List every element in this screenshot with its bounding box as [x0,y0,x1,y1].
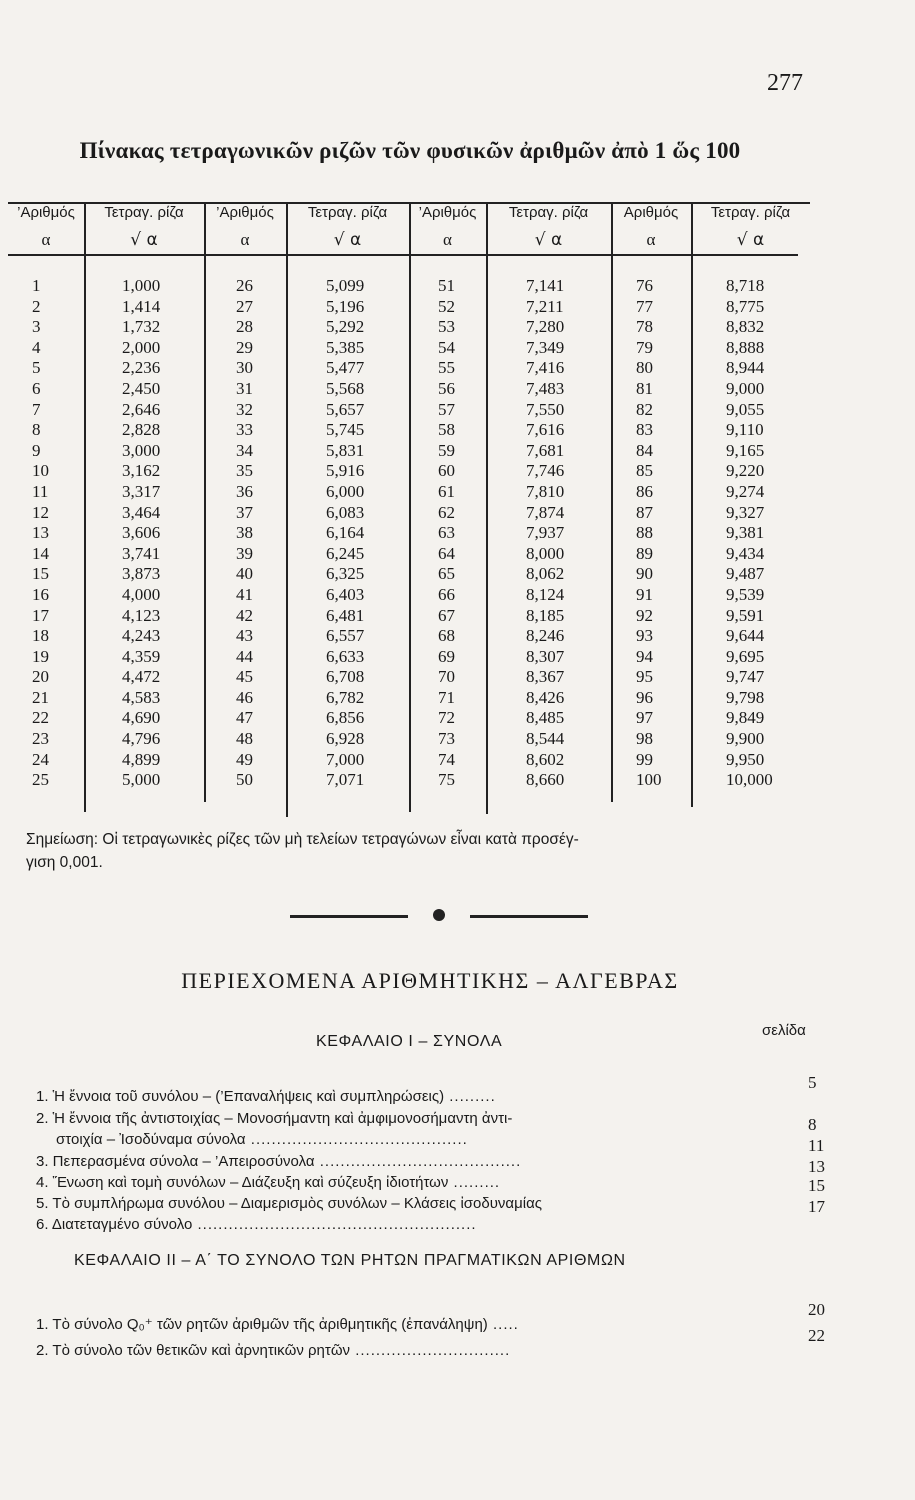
column-separator [286,202,288,817]
table-cell: 8,602 [526,749,565,769]
table-cell: 33 [236,420,253,440]
header-a: α [443,230,452,249]
numbers-column-1 [32,276,49,791]
table-cell: 10 [32,461,49,481]
header-root-label: Τετραγ. ρίζα [104,204,184,221]
table-cell: 94 [636,646,653,666]
table-cell: 95 [636,667,653,687]
table-cell: 58 [438,420,455,440]
table-cell: 4,243 [122,626,161,646]
table-cell: 2,000 [122,337,161,357]
table-cell: 41 [236,584,253,604]
table-cell: 7,483 [526,378,565,398]
chapter-1-title: ΚΕΦΑΛΑΙΟ Ι – ΣΥΝΟΛΑ [316,1033,503,1050]
toc-page-number: 8 [808,1115,817,1134]
table-cell: 99 [636,749,653,769]
table-cell: 66 [438,584,455,604]
table-cell: 89 [636,543,653,563]
table-cell: 5,916 [326,461,365,481]
table-cell: 2,236 [122,358,161,378]
table-cell: 22 [32,708,49,728]
table-cell: 4,690 [122,708,161,728]
table-cell: 8,944 [726,358,765,378]
table-cell: 6,928 [326,729,365,749]
numbers-column-4 [636,276,662,791]
table-cell: 4,796 [122,729,161,749]
table-cell: 27 [236,296,253,316]
table-cell: 3,000 [122,440,161,460]
table-cell: 9,644 [726,626,765,646]
table-cell: 2 [32,296,41,316]
table-cell: 42 [236,605,253,625]
column-separator [691,202,693,807]
table-cell: 43 [236,626,253,646]
table-cell: 26 [236,276,253,295]
table-cell: 6,325 [326,564,365,584]
table-cell: 5,196 [326,296,365,316]
roots-column-4 [726,276,773,791]
table-cell: 8,718 [726,276,765,295]
table-cell: 2,828 [122,420,161,440]
toc-page-number: 15 [808,1176,825,1195]
table-cell: 5,099 [326,276,365,295]
table-cell: 8,775 [726,296,765,316]
table-cell: 8,307 [526,646,565,666]
table-cell: 38 [236,523,253,543]
table-cell: 4,583 [122,687,161,707]
table-cell: 91 [636,584,653,604]
toc-entry: 3. Πεπερασμένα σύνολα – ’Απειροσύνολα ....................................... [36,1153,522,1170]
table-cell: 7,616 [526,420,565,440]
table-cell: 6,245 [326,543,365,563]
table-cell: 67 [438,605,455,625]
table-cell: 40 [236,564,253,584]
table-cell: 6,557 [326,626,365,646]
header-a: α [41,230,51,249]
table-cell: 9,110 [726,420,764,440]
table-cell: 59 [438,440,455,460]
table-cell: 4,000 [122,584,161,604]
table-cell: 9,950 [726,749,765,769]
table-cell: 6,481 [326,605,365,625]
header-sqrt-a: √ α [333,230,362,250]
table-cell: 4,359 [122,646,161,666]
table-cell: 100 [636,770,662,790]
table-cell: 50 [236,770,253,790]
table-cell: 8,832 [726,317,765,337]
table-cell: 1,000 [122,276,161,295]
table-cell: 3,464 [122,502,161,522]
table-cell: 7,000 [326,749,365,769]
table-cell: 8,544 [526,729,565,749]
table-cell: 8,246 [526,626,565,646]
table-cell: 11 [32,481,49,501]
table-cell: 47 [236,708,253,728]
table-cell: 84 [636,440,653,460]
table-cell: 9,487 [726,564,765,584]
table-cell: 39 [236,543,253,563]
table-cell: 9,434 [726,543,765,563]
table-cell: 68 [438,626,455,646]
table-note [26,828,826,874]
table-cell: 8,062 [526,564,565,584]
column-separator [409,202,411,812]
table-cell: 72 [438,708,455,728]
table-cell: 93 [636,626,653,646]
table-title: Πίνακας τετραγωνικῶν ριζῶν τῶν φυσικῶν ἀριθμῶν ἀπὸ 1 ὥς 100 [79,138,741,163]
table-cell: 1,732 [122,317,161,337]
numbers-column-2 [236,276,253,791]
table-cell: 9,327 [726,502,765,522]
table-cell: 7,280 [526,317,565,337]
table-cell: 69 [438,646,455,666]
table-cell: 5,000 [122,770,161,790]
toc-page-number: 5 [808,1073,817,1092]
table-cell: 8,660 [526,770,565,790]
table-cell: 77 [636,296,653,316]
table-cell: 9,539 [726,584,765,604]
table-cell: 8,426 [526,687,565,707]
table-cell: 71 [438,687,455,707]
page-number: 277 [767,70,803,96]
table-cell: 6,000 [326,481,365,501]
header-a: α [240,230,250,249]
table-cell: 70 [438,667,455,687]
table-cell: 74 [438,749,455,769]
toc-entry: 2. Ἡ ἔννοια τῆς ἀντιστοιχίας – Μονοσήμαντη καὶ ἀμφιμονοσήμαντη ἀντι- [36,1110,513,1127]
table-cell: 4,123 [122,605,161,625]
note-line-1: Σημείωση: Οἱ τετραγωνικὲς ρίζες τῶν μὴ τελείων τετραγώνων εἶναι κατὰ προσέγ- [26,831,579,848]
divider-bar-right [470,915,588,918]
table-cell: 6,633 [326,646,365,666]
header-sqrt-a: √ α [736,230,765,250]
table-cell: 55 [438,358,455,378]
table-cell: 28 [236,317,253,337]
header-sqrt-a: √ α [534,230,563,250]
table-cell: 34 [236,440,253,460]
table-cell: 6 [32,378,41,398]
toc-entry: 6. Διατεταγμένο σύνολο ...................................................... [36,1216,477,1233]
header-root-label: Τετραγ. ρίζα [307,204,388,221]
table-cell: 9,381 [726,523,765,543]
table-cell: 81 [636,378,653,398]
chapter-2-title: ΚΕΦΑΛΑΙΟ ΙΙ – Α΄ ΤΟ ΣΥΝΟΛΟ ΤΩΝ ΡΗΤΩΝ ΠΡΑΓΜΑΤΙΚΩΝ ΑΡΙΘΜΩΝ [74,1252,626,1269]
table-cell: 2,450 [122,378,161,398]
table-cell: 75 [438,770,455,790]
square-root-table [8,190,810,820]
table-cell: 23 [32,729,49,749]
table-cell: 7 [32,399,41,419]
toc-entry: 4. Ἕνωση καὶ τομὴ συνόλων – Διάζευξη καὶ σύζευξη ἰδιοτήτων ......... [36,1174,501,1191]
table-cell: 57 [438,399,455,419]
table-cell: 3,606 [122,523,161,543]
table-cell: 64 [438,543,455,563]
table-cell: 6,164 [326,523,365,543]
table-cell: 7,681 [526,440,565,460]
table-cell: 32 [236,399,253,419]
table-cell: 3,741 [122,543,161,563]
table-cell: 46 [236,687,253,707]
table-cell: 76 [636,276,653,295]
table-cell: 35 [236,461,253,481]
toc-page-number: 22 [808,1326,825,1345]
table-cell: 9,220 [726,461,765,481]
table-cell: 6,782 [326,687,365,707]
divider-dot [433,909,445,921]
table-cell: 29 [236,337,253,357]
table-cell: 9,000 [726,378,765,398]
table-cell: 5,831 [326,440,365,460]
column-separator [204,202,206,802]
table-cell: 7,211 [526,296,564,316]
table-cell: 4,472 [122,667,161,687]
table-cell: 9,274 [726,481,765,501]
note-line-2: γιση 0,001. [26,854,103,871]
table-cell: 4 [32,337,41,357]
table-cell: 13 [32,523,49,543]
table-cell: 44 [236,646,253,666]
table-cell: 3 [32,317,41,337]
table-cell: 10,000 [726,770,773,790]
table-cell: 90 [636,564,653,584]
header-root-label: Τετραγ. ρίζα [710,204,791,221]
table-cell: 54 [438,337,455,357]
header-number-label: Αριθμός [623,204,679,221]
toc-entry-continuation: στοιχία – Ἰσοδύναμα σύνολα .......................................... [56,1131,468,1148]
table-cell: 9,849 [726,708,765,728]
table-cell: 31 [236,378,253,398]
toc-entry: 1. Τὸ σύνολο Q₀⁺ τῶν ρητῶν ἀριθμῶν τῆς ἀριθμητικῆς (ἐπανάληψη) ..... [36,1316,519,1333]
toc-entry: 1. Ἡ ἔννοια τοῦ συνόλου – (’Επαναλήψεις καὶ συμπληρώσεις) ......... [36,1088,496,1105]
column-separator [611,202,613,802]
table-cell: 5,568 [326,378,365,398]
table-cell: 7,874 [526,502,565,522]
table-cell: 97 [636,708,653,728]
table-cell: 53 [438,317,455,337]
table-cell: 48 [236,729,253,749]
table-cell: 9 [32,440,41,460]
table-cell: 96 [636,687,653,707]
header-a: α [646,230,656,249]
table-cell: 82 [636,399,653,419]
header-number-label: ’Αριθμός [418,204,477,221]
toc-entry: 5. Τὸ συμπλήρωμα συνόλου – Διαμερισμὸς συνόλων – Κλάσεις ἰσοδυναμίας [36,1195,542,1212]
table-cell: 7,416 [526,358,565,378]
header-sqrt-a: √ α [130,230,158,250]
table-cell: 5,292 [326,317,365,337]
table-cell: 83 [636,420,653,440]
table-cell: 86 [636,481,653,501]
table-cell: 98 [636,729,653,749]
table-cell: 9,798 [726,687,765,707]
table-cell: 7,810 [526,481,565,501]
table-cell: 62 [438,502,455,522]
table-cell: 56 [438,378,455,398]
divider-bar-left [290,915,408,918]
table-cell: 12 [32,502,49,522]
table-cell: 52 [438,296,455,316]
table-cell: 7,141 [526,276,565,295]
header-root-label: Τετραγ. ρίζα [508,204,589,221]
table-cell: 3,873 [122,564,161,584]
table-cell: 3,317 [122,481,161,501]
table-cell: 61 [438,481,455,501]
table-cell: 5,745 [326,420,365,440]
table-cell: 6,083 [326,502,365,522]
table-cell: 51 [438,276,455,295]
table-cell: 20 [32,667,49,687]
table-cell: 9,165 [726,440,765,460]
table-cell: 45 [236,667,253,687]
table-cell: 7,550 [526,399,565,419]
table-cell: 60 [438,461,455,481]
toc-page-number: 20 [808,1300,825,1319]
table-header-rule [8,254,798,256]
table-cell: 5,385 [326,337,365,357]
table-cell: 16 [32,584,49,604]
table-cell: 6,708 [326,667,365,687]
table-cell: 63 [438,523,455,543]
table-cell: 78 [636,317,653,337]
roots-column-3 [526,276,564,791]
roots-column-2 [326,276,364,791]
column-separator [486,202,488,814]
table-cell: 2,646 [122,399,161,419]
table-cell: 8,124 [526,584,565,604]
table-cell: 9,695 [726,646,765,666]
table-cell: 21 [32,687,49,707]
table-cell: 5,477 [326,358,365,378]
table-cell: 8,185 [526,605,565,625]
table-cell: 88 [636,523,653,543]
toc-entry: 2. Τὸ σύνολο τῶν θετικῶν καὶ ἀρνητικῶν ρητῶν .............................. [36,1342,511,1359]
numbers-column-3 [438,276,455,791]
header-number-label: ’Αριθμός [17,204,75,221]
table-cell: 17 [32,605,49,625]
table-cell: 8,367 [526,667,565,687]
table-cell: 7,937 [526,523,565,543]
table-cell: 14 [32,543,49,563]
table-cell: 9,900 [726,729,765,749]
table-cell: 6,856 [326,708,365,728]
table-cell: 4,899 [122,749,161,769]
header-number-label: ’Αριθμός [216,204,274,221]
toc-page-number: 13 [808,1157,825,1176]
table-cell: 73 [438,729,455,749]
table-cell: 25 [32,770,49,790]
table-cell: 7,349 [526,337,565,357]
table-cell: 7,071 [326,770,365,790]
table-cell: 5,657 [326,399,365,419]
table-cell: 30 [236,358,253,378]
table-cell: 87 [636,502,653,522]
table-cell: 49 [236,749,253,769]
table-cell: 7,746 [526,461,565,481]
table-cell: 36 [236,481,253,501]
column-separator [84,202,86,812]
toc-page-number: 17 [808,1197,825,1216]
table-cell: 8,485 [526,708,565,728]
table-cell: 9,747 [726,667,765,687]
table-cell: 18 [32,626,49,646]
page-column-label: σελίδα [762,1022,806,1039]
table-cell: 79 [636,337,653,357]
table-cell: 8,888 [726,337,765,357]
table-cell: 3,162 [122,461,161,481]
table-cell: 85 [636,461,653,481]
table-cell: 19 [32,646,49,666]
table-cell: 15 [32,564,49,584]
roots-column-1 [122,276,160,791]
table-cell: 92 [636,605,653,625]
toc-page-number: 11 [808,1136,825,1155]
table-cell: 6,403 [326,584,365,604]
table-cell: 8 [32,420,41,440]
table-cell: 24 [32,749,49,769]
table-cell: 65 [438,564,455,584]
table-cell: 1,414 [122,296,161,316]
table-cell: 8,000 [526,543,565,563]
table-cell: 80 [636,358,653,378]
table-cell: 5 [32,358,41,378]
table-cell: 9,055 [726,399,765,419]
contents-title: ΠΕΡΙΕΧΟΜΕΝΑ ΑΡΙΘΜΗΤΙΚΗΣ – ΑΛΓΕΒΡΑΣ [181,968,679,993]
section-divider [290,906,610,926]
table-cell: 37 [236,502,253,522]
table-cell: 9,591 [726,605,765,625]
table-cell: 1 [32,276,41,295]
